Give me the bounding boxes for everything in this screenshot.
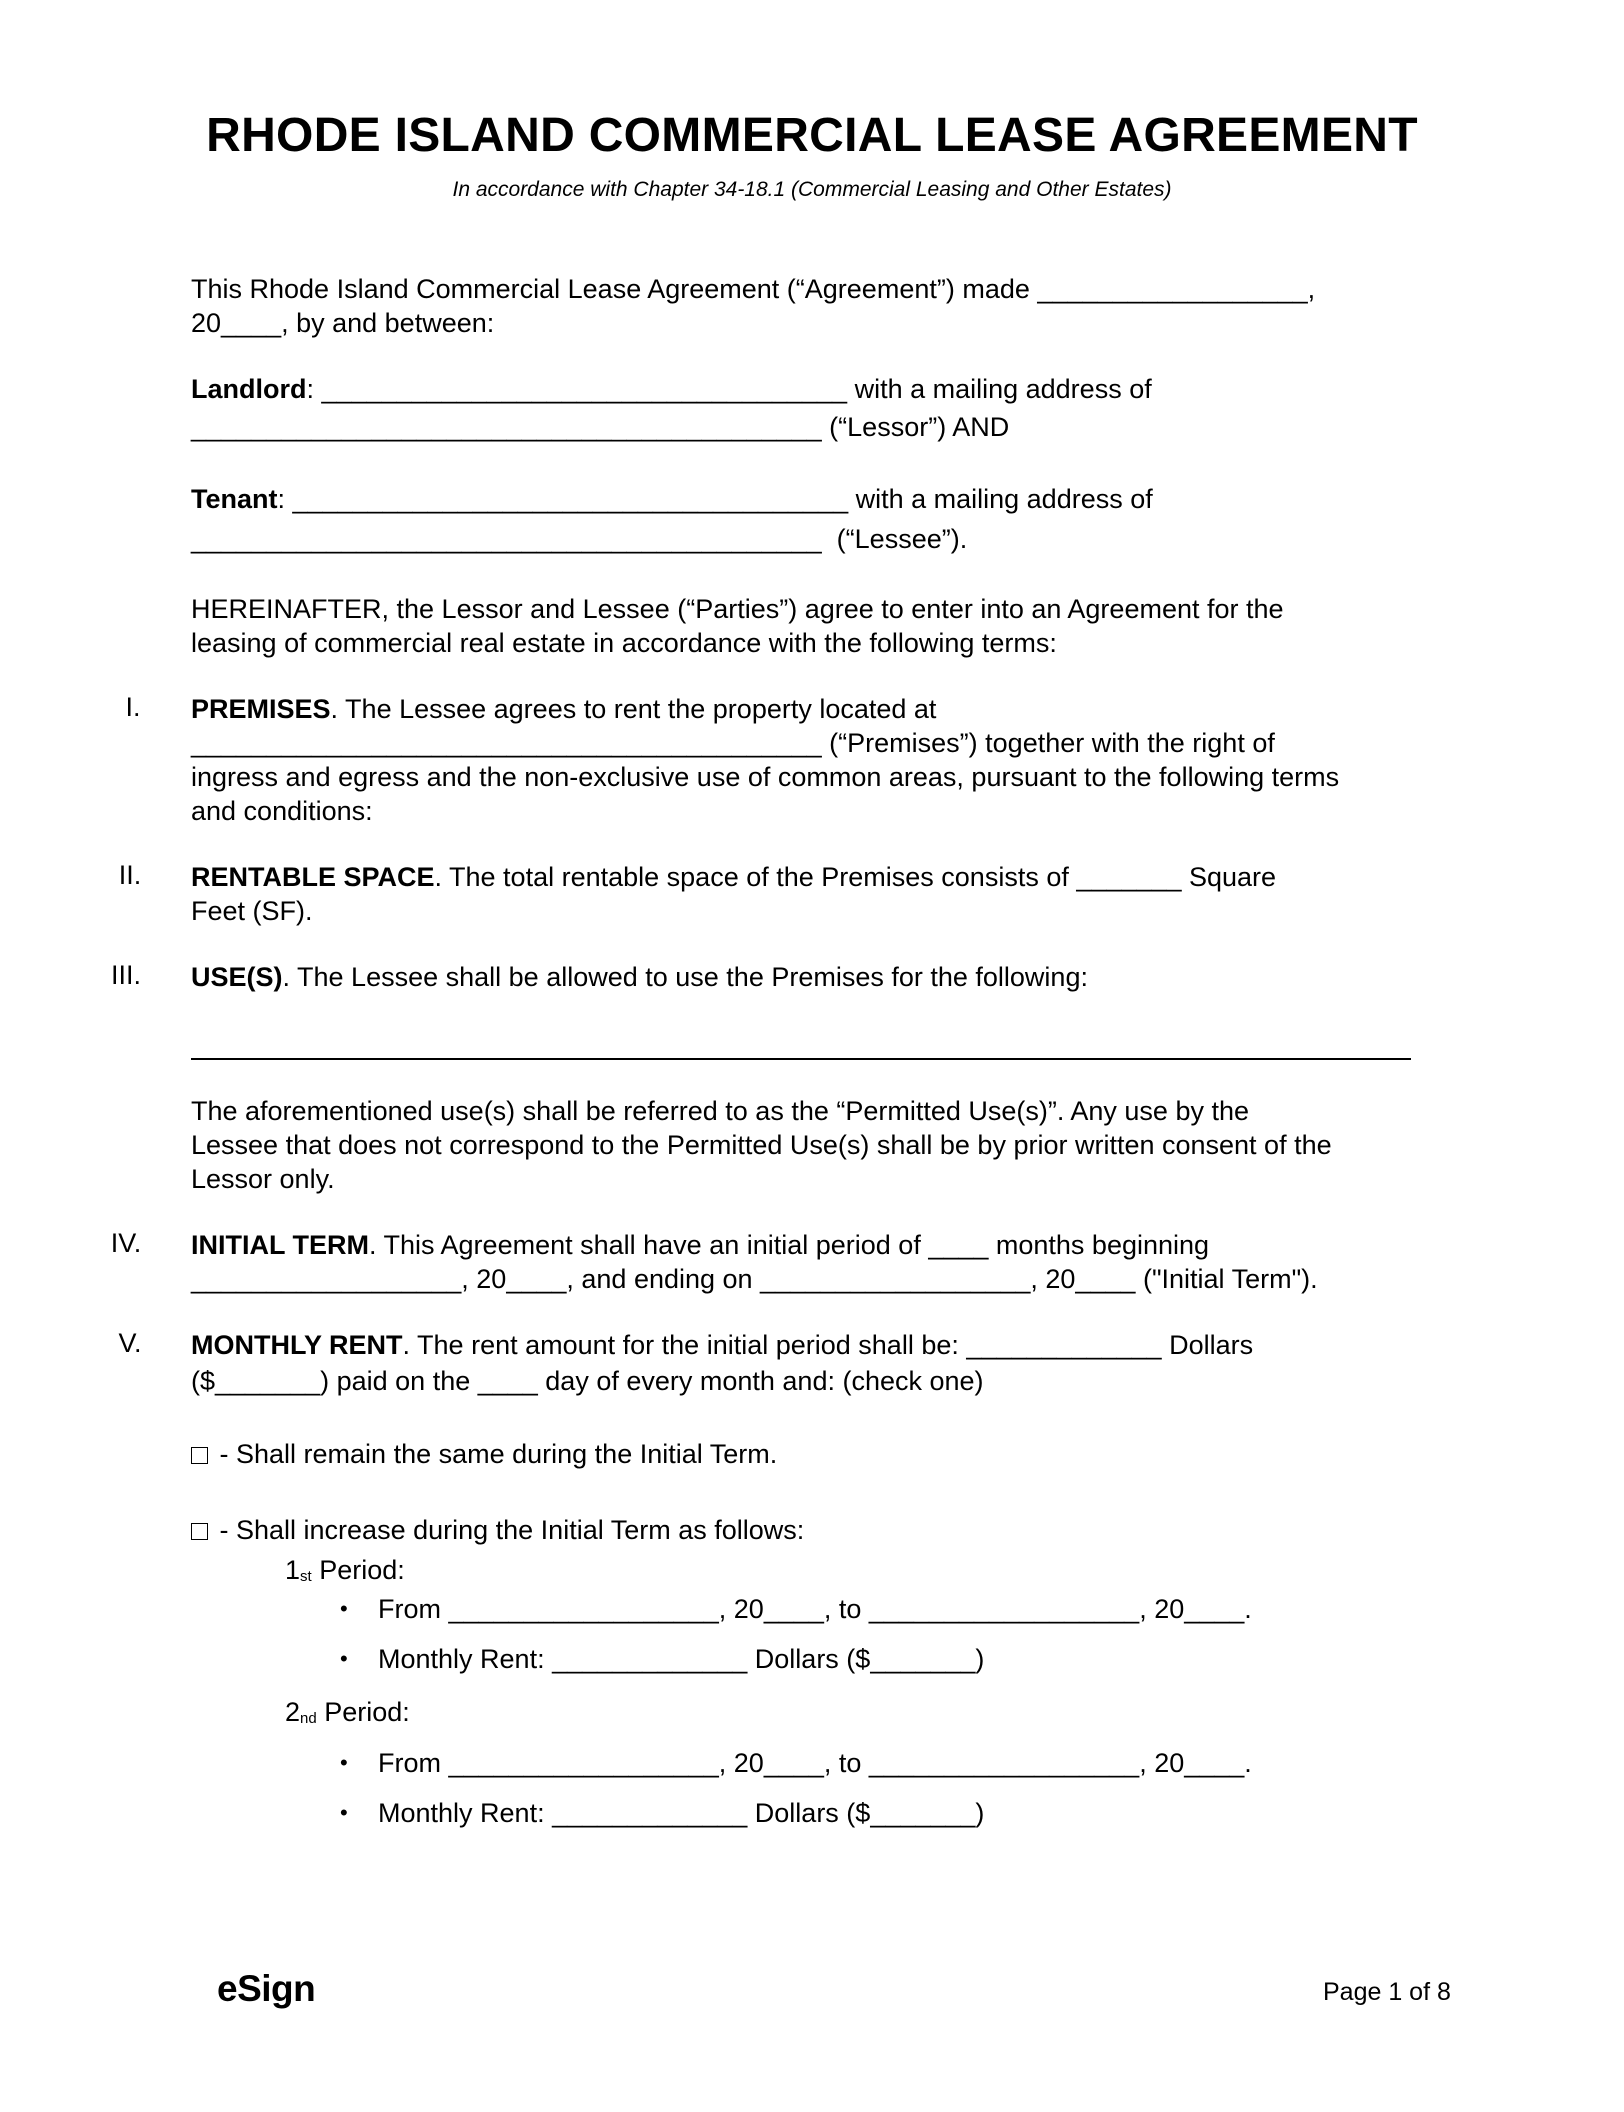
option-rent-increase-label: - Shall increase during the Initial Term as follows: (212, 1515, 805, 1545)
period-1-rent-field[interactable]: Monthly Rent: _____________ Dollars ($_______) (378, 1644, 985, 1674)
bullet-icon: • (340, 1800, 348, 1825)
section-3-para-line-1: The aforementioned use(s) shall be referred to as the “Permitted Use(s)”. Any use by the (191, 1096, 1249, 1126)
tenant-name-field[interactable]: : _____________________________________ with a mailing address of (277, 484, 1153, 514)
section-3-text: . The Lessee shall be allowed to use the Premises for the following: (282, 962, 1088, 992)
section-1-line-4: and conditions: (191, 796, 373, 826)
landlord-address-field[interactable]: __________________________________________ (“Lessor”) AND (191, 412, 1010, 442)
section-2-heading: RENTABLE SPACE (191, 862, 435, 892)
option-rent-same-label: - Shall remain the same during the Initial Term. (212, 1439, 778, 1469)
period-2-rent-field[interactable]: Monthly Rent: _____________ Dollars ($_______) (378, 1798, 985, 1828)
section-1-number: I. (125, 692, 141, 722)
landlord-line-1 (191, 372, 1152, 406)
section-4-number: IV. (110, 1228, 142, 1258)
rent-due-day-field[interactable]: ($_______) paid on the ____ day of every month and: (check one) (191, 1366, 984, 1396)
section-3-line-1 (191, 960, 1088, 994)
tenant-address-field[interactable]: __________________________________________ (“Lessee”). (191, 524, 968, 554)
period-1-dates-field[interactable]: From __________________, 20____, to __________________, 20____. (378, 1594, 1252, 1624)
section-5-number: V. (118, 1328, 142, 1358)
bullet-icon: • (340, 1750, 348, 1775)
page-number: Page 1 of 8 (1323, 1978, 1451, 2006)
document-title: RHODE ISLAND COMMERCIAL LEASE AGREEMENT (206, 109, 1418, 162)
hereinafter-line-2: leasing of commercial real estate in accordance with the following terms: (191, 628, 1057, 658)
rent-same-checkbox[interactable] (191, 1447, 208, 1464)
section-2-number: II. (118, 860, 142, 890)
section-4-heading: INITIAL TERM (191, 1230, 369, 1260)
rent-increase-checkbox[interactable] (191, 1523, 208, 1540)
section-5-line-1 (191, 1328, 1253, 1362)
intro-line-1: This Rhode Island Commercial Lease Agreement (“Agreement”) made __________________, (191, 274, 1316, 304)
permitted-use-field[interactable] (191, 1058, 1411, 1060)
section-4-line-1 (191, 1228, 1209, 1262)
section-2-line-2: Feet (SF). (191, 896, 313, 926)
landlord-label: Landlord (191, 374, 307, 404)
section-3-para-line-2: Lessee that does not correspond to the Permitted Use(s) shall be by prior written consent of the (191, 1130, 1332, 1160)
esign-logo: eSign (217, 1968, 316, 2009)
initial-term-dates-field[interactable]: __________________, 20____, and ending on __________________, 20____ ("Initial Term"). (191, 1264, 1318, 1294)
initial-term-months-field[interactable]: . This Agreement shall have an initial period of ____ months beginning (369, 1230, 1210, 1260)
section-1-text: . The Lessee agrees to rent the property located at (330, 694, 937, 724)
section-3-para-line-3: Lessor only. (191, 1164, 335, 1194)
bullet-icon: • (340, 1596, 348, 1621)
section-3-heading: USE(S) (191, 962, 283, 992)
document-subtitle: In accordance with Chapter 34-18.1 (Commercial Leasing and Other Estates) (452, 178, 1172, 201)
tenant-line-1 (191, 482, 1153, 516)
bullet-icon: • (340, 1646, 348, 1671)
intro-line-2: 20____, by and between: (191, 308, 495, 338)
section-1-heading: PREMISES (191, 694, 331, 724)
section-5-heading: MONTHLY RENT (191, 1330, 403, 1360)
monthly-rent-amount-field[interactable]: . The rent amount for the initial period shall be: _____________ Dollars (402, 1330, 1254, 1360)
period-2-heading: 2nd Period: (285, 1697, 410, 1727)
period-2-dates-field[interactable]: From __________________, 20____, to __________________, 20____. (378, 1748, 1252, 1778)
option-rent-increase (191, 1513, 804, 1547)
landlord-name-field[interactable]: : ___________________________________ with a mailing address of (306, 374, 1152, 404)
square-feet-field[interactable]: . The total rentable space of the Premises consists of _______ Square (434, 862, 1277, 892)
option-rent-same (191, 1437, 777, 1471)
section-1-line-3: ingress and egress and the non-exclusive use of common areas, pursuant to the following terms (191, 762, 1340, 792)
section-1-line-1 (191, 692, 936, 726)
period-1-heading: 1st Period: (285, 1555, 405, 1585)
section-2-line-1 (191, 860, 1276, 894)
hereinafter-line-1: HEREINAFTER, the Lessor and Lessee (“Parties”) agree to enter into an Agreement for the (191, 594, 1284, 624)
tenant-label: Tenant (191, 484, 278, 514)
premises-address-field[interactable]: __________________________________________ (“Premises”) together with the right of (191, 728, 1275, 758)
section-3-number: III. (110, 960, 141, 990)
